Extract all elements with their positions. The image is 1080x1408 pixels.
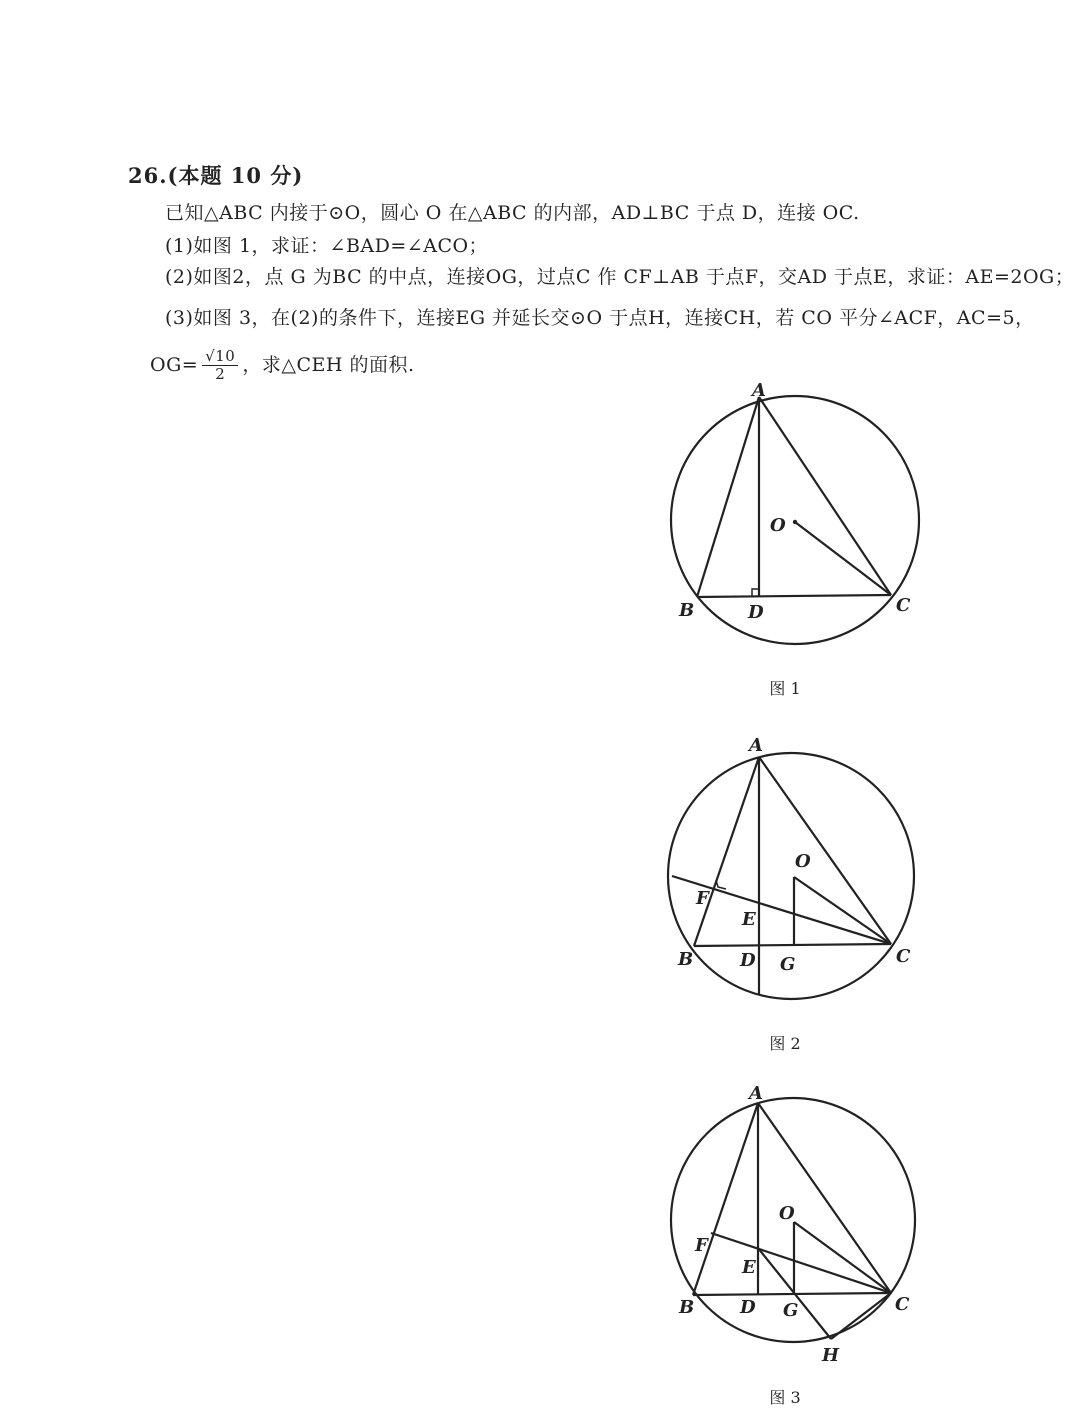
- label-g: G: [780, 954, 796, 975]
- label-a: A: [752, 380, 766, 401]
- figure-1-caption: 图 1: [769, 679, 801, 698]
- label-e: E: [742, 909, 756, 930]
- part-2-text: (2)如图2，点 G 为BC 的中点，连接OG，过点C 作 CF⊥AB 于点F，交AD 于点E，求证：AE=2OG；: [165, 266, 1075, 288]
- label-o: O: [770, 515, 786, 536]
- segment-bc: [693, 1293, 891, 1295]
- label-d: D: [740, 950, 756, 971]
- og-numerator: √10: [202, 348, 238, 366]
- label-b: B: [678, 949, 694, 970]
- segment-ch: [831, 1293, 891, 1339]
- label-h: H: [822, 1345, 840, 1366]
- label-a: A: [749, 735, 763, 756]
- segment-oc: [794, 1222, 891, 1293]
- segment-bc: [697, 595, 891, 597]
- part-1-text: (1)如图 1，求证：∠BAD=∠ACO；: [165, 235, 489, 257]
- figure-1: [660, 370, 930, 660]
- right-angle-mark-f: [716, 880, 726, 889]
- segment-cf: [711, 1233, 891, 1293]
- question-number: 26.(本题 10 分): [128, 163, 304, 188]
- label-o: O: [779, 1203, 795, 1224]
- segment-cf-extended: [672, 876, 891, 944]
- og-denominator: 2: [215, 365, 226, 384]
- og-label: OG=: [150, 353, 199, 376]
- figure-3-caption: 图 3: [769, 1388, 801, 1407]
- figure-2-caption: 图 2: [769, 1034, 801, 1053]
- label-f: F: [696, 888, 709, 909]
- label-d: D: [740, 1297, 756, 1318]
- part-3-text-continued: [150, 348, 415, 384]
- segment-bc: [694, 944, 891, 946]
- label-f: F: [695, 1235, 708, 1256]
- label-a: A: [749, 1083, 763, 1104]
- center-dot: [793, 520, 797, 524]
- segment-oc: [794, 877, 891, 944]
- segment-ac: [758, 1103, 891, 1293]
- segment-ab: [697, 397, 759, 597]
- label-g: G: [783, 1300, 799, 1321]
- part-3-text: (3)如图 3，在(2)的条件下，连接EG 并延长交⊙O 于点H，连接CH，若 CO 平分∠ACF，AC=5，: [165, 307, 1035, 329]
- segment-ac: [759, 757, 891, 944]
- label-c: C: [896, 946, 911, 967]
- label-c: C: [895, 1294, 910, 1315]
- part-3-question: ，求△CEH 的面积.: [242, 353, 415, 376]
- segment-ac: [759, 397, 891, 595]
- problem-statement: 已知△ABC 内接于⊙O，圆心 O 在△ABC 的内部，AD⊥BC 于点 D，连接 OC.: [165, 202, 860, 224]
- figure-3: [660, 1075, 930, 1365]
- figure-2: [660, 730, 930, 1010]
- label-d: D: [748, 602, 764, 623]
- label-b: B: [679, 600, 695, 621]
- label-b: B: [679, 1297, 695, 1318]
- label-o: O: [795, 851, 811, 872]
- label-e: E: [742, 1257, 756, 1278]
- label-c: C: [896, 595, 911, 616]
- og-fraction: [202, 348, 238, 384]
- segment-oc: [795, 522, 891, 595]
